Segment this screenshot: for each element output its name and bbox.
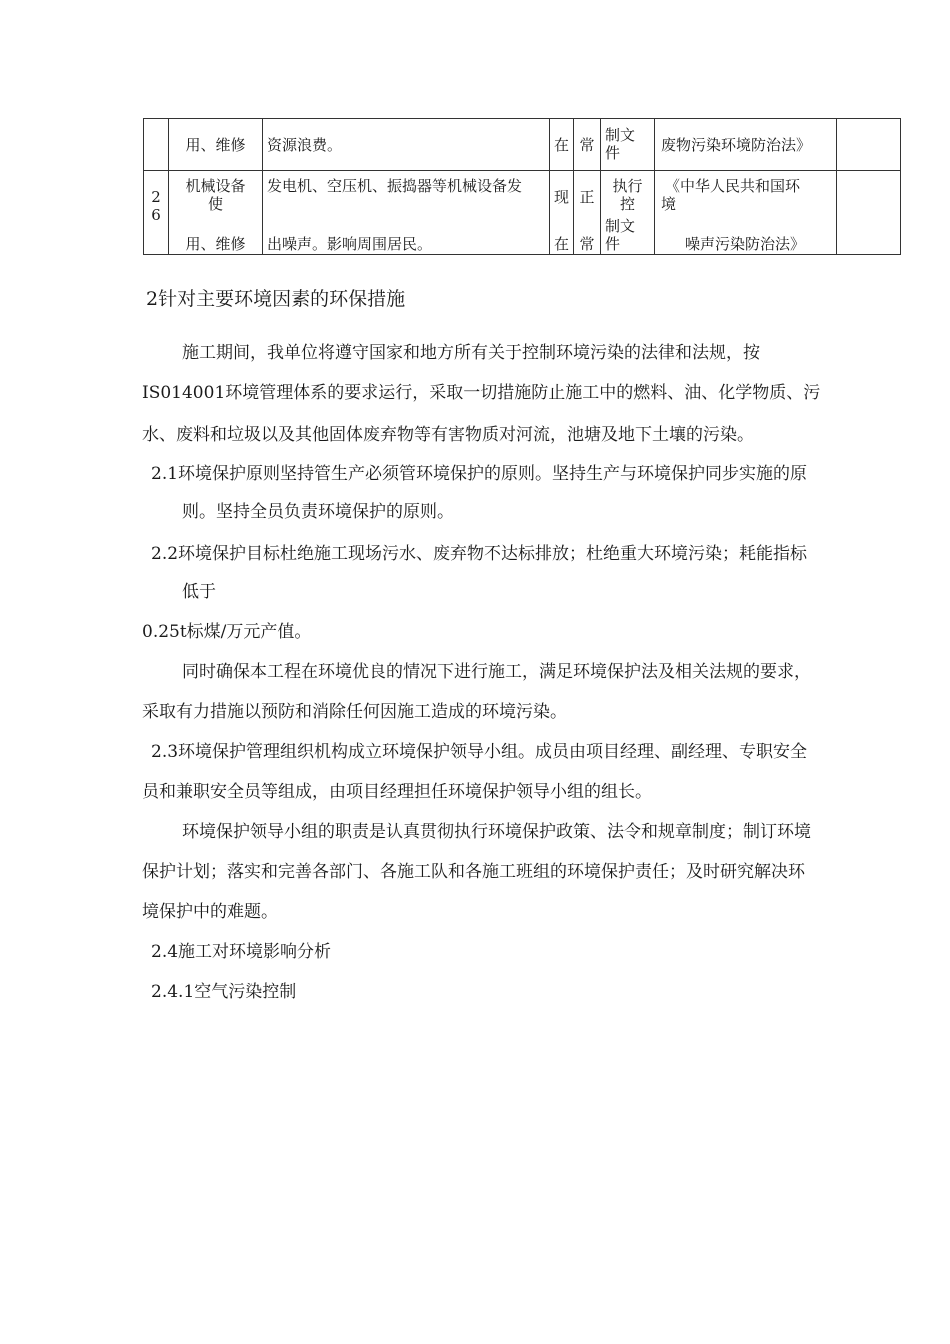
table-row (144, 171, 901, 255)
paragraph-line: IS014001环境管理体系的要求运行，采取一切措施防止施工中的燃料、油、化学物质、污 (142, 383, 821, 403)
cell-status-2: 常 (574, 119, 601, 171)
paragraph-line: 低于 (182, 582, 216, 602)
cell-law: 《中华人民共和国环 境 噪声污染防治法》 (655, 171, 837, 255)
paragraph-line: 环境保护领导小组的职责是认真贯彻执行环境保护政策、法令和规章制度；制订环境 (182, 822, 811, 842)
cell-status-1: 现 在 (550, 171, 574, 255)
paragraph-line: 2.1环境保护原则坚持管生产必须管环境保护的原则。坚持生产与环境保护同步实施的原 (151, 464, 808, 484)
cell-law: 废物污染环境防治法》 (655, 119, 837, 171)
cell-control: 制文 件 (601, 119, 655, 171)
environment-factor-table (143, 118, 901, 255)
paragraph-line: 2.2环境保护目标杜绝施工现场污水、废弃物不达标排放；杜绝重大环境污染；耗能指标 (151, 544, 808, 564)
section-title: 2针对主要环境因素的环保措施 (146, 288, 406, 310)
subsection-heading: 2.4.1空气污染控制 (151, 982, 297, 1002)
paragraph-line: 2.3环境保护管理组织机构成立环境保护领导小组。成员由项目经理、副经理、专职安全 (151, 742, 808, 762)
paragraph-line: 境保护中的难题。 (142, 902, 278, 922)
cell-no: 2 6 (144, 171, 169, 255)
paragraph-line: 员和兼职安全员等组成，由项目经理担任环境保护领导小组的组长。 (142, 782, 652, 802)
paragraph-line: 同时确保本工程在环境优良的情况下进行施工，满足环境保护法及相关法规的要求， (182, 662, 811, 682)
cell-extra (837, 171, 901, 255)
paragraph-line: 施工期间，我单位将遵守国家和地方所有关于控制环境污染的法律和法规，按 (182, 343, 760, 363)
cell-activity: 用、维修 (169, 119, 263, 171)
paragraph-line: 水、废料和垃圾以及其他固体废弃物等有害物质对河流，池塘及地下土壤的污染。 (142, 425, 754, 445)
table-row (144, 119, 901, 171)
cell-status-2: 正 常 (574, 171, 601, 255)
paragraph-line: 保护计划；落实和完善各部门、各施工队和各施工班组的环境保护责任；及时研究解决环 (142, 862, 805, 882)
cell-no (144, 119, 169, 171)
cell-extra (837, 119, 901, 171)
paragraph-line: 0.25t标煤/万元产值。 (142, 622, 312, 642)
cell-activity: 机械设备 使 用、维修 (169, 171, 263, 255)
cell-description: 发电机、空压机、振捣器等机械设备发 出噪声。影响周围居民。 (263, 171, 550, 255)
paragraph-line: 则。坚持全员负责环境保护的原则。 (182, 502, 454, 522)
cell-status-1: 在 (550, 119, 574, 171)
paragraph-line: 采取有力措施以预防和消除任何因施工造成的环境污染。 (142, 702, 567, 722)
subsection-heading: 2.4施工对环境影响分析 (151, 942, 332, 962)
cell-description: 资源浪费。 (263, 119, 550, 171)
cell-control: 执行 控 制文 件 (601, 171, 655, 255)
